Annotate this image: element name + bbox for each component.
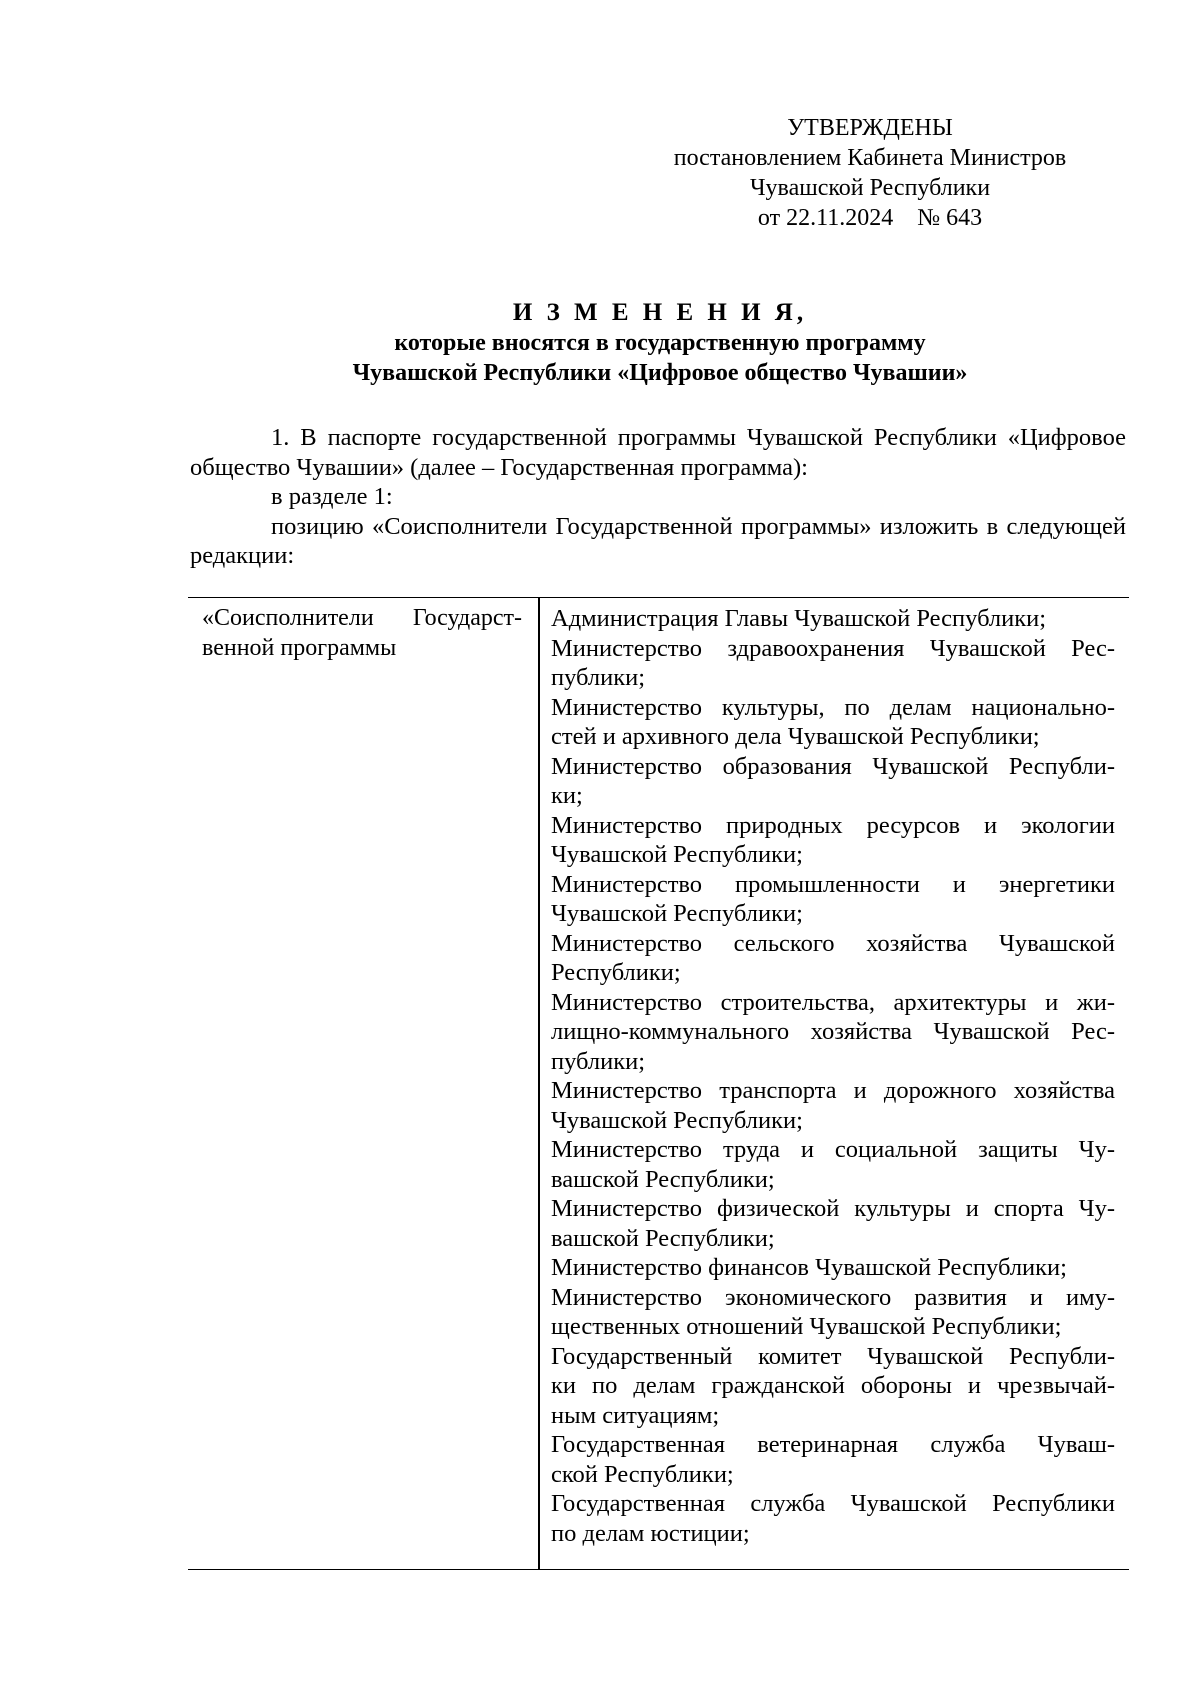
co-executor-line: Министерство физической культуры и спорта Чу- xyxy=(551,1195,1115,1222)
document-body xyxy=(190,423,1126,571)
approval-region: Чувашской Республики xyxy=(749,175,991,201)
co-executor-line: Чувашской Республики; xyxy=(551,900,803,927)
table-column-divider xyxy=(538,598,540,1569)
co-executor-line: Министерство экономического развития и иму- xyxy=(551,1283,1115,1311)
co-executor-entry xyxy=(551,1194,1115,1253)
approval-heading: УТВЕРЖДЕНЫ xyxy=(787,115,953,141)
co-executor-line: вашской Республики; xyxy=(551,1165,775,1193)
co-executor-entry xyxy=(551,1076,1115,1135)
left-cell-line: «Соисполнители Государст- xyxy=(202,605,522,631)
co-executor-line: Государственная ветеринарная служба Чуваш- xyxy=(551,1431,1115,1458)
co-executor-line: Чувашской Республики; xyxy=(551,1106,803,1134)
co-executor-line: Министерство транспорта и дорожного хозяйства xyxy=(551,1077,1115,1104)
co-executor-entry xyxy=(551,604,1115,634)
co-executor-line: Министерство природных ресурсов и экологии xyxy=(551,811,1115,839)
paragraph-1: 1. В паспорте государственной программы Чувашской Республики «Цифровое общество Чувашии» (далее – Государственная программа): xyxy=(190,424,1126,481)
co-executor-line: Министерство культуры, по делам национально- xyxy=(551,693,1115,721)
co-executor-line: Чувашской Республики; xyxy=(551,841,803,868)
approval-date-number: от 22.11.2024 № 643 xyxy=(757,205,983,231)
table-right-cell xyxy=(551,604,1115,1548)
co-executor-line: по делам юстиции; xyxy=(551,1519,750,1547)
co-executor-line: ным ситуациям; xyxy=(551,1401,720,1429)
co-executor-entry xyxy=(551,1283,1115,1342)
co-executor-entry xyxy=(551,811,1115,870)
co-executor-entry xyxy=(551,1135,1115,1194)
co-executor-entry xyxy=(551,693,1115,752)
co-executor-entry xyxy=(551,1430,1115,1489)
co-executor-line: Министерство строительства, архитектуры и жи- xyxy=(551,988,1115,1016)
approval-stamp xyxy=(620,113,1120,233)
co-executor-line: ки; xyxy=(551,782,583,809)
co-executor-entry xyxy=(551,634,1115,693)
co-executor-line: Министерство сельского хозяйства Чувашской xyxy=(551,929,1115,957)
co-executor-line: ской Республики; xyxy=(551,1460,734,1488)
co-executor-entry xyxy=(551,988,1115,1077)
paragraph-2: в разделе 1: xyxy=(271,483,393,510)
co-executor-entry xyxy=(551,1489,1115,1548)
co-executor-entry xyxy=(551,870,1115,929)
title-subtitle-line2: Чувашской Республики «Цифровое общество Чувашии» xyxy=(352,360,968,386)
co-executor-line: Республики; xyxy=(551,959,681,986)
co-executor-line: Министерство образования Чувашской Республи- xyxy=(551,752,1115,780)
co-executor-line: Министерство промышленности и энергетики xyxy=(551,870,1115,898)
co-executor-line: публики; xyxy=(551,1047,646,1075)
co-executor-line: щественных отношений Чувашской Республики; xyxy=(551,1313,1062,1340)
document-title xyxy=(190,298,1130,388)
title-main: И З М Е Н Е Н И Я, xyxy=(512,299,808,326)
co-executor-line: Государственная служба Чувашской Республики xyxy=(551,1490,1115,1517)
title-subtitle-line1: которые вносятся в государственную программу xyxy=(394,330,926,356)
co-executor-line: вашской Республики; xyxy=(551,1224,775,1252)
co-executor-line: Министерство труда и социальной защиты Чу- xyxy=(551,1136,1115,1163)
co-executor-line: Министерство финансов Чувашской Республики; xyxy=(551,1254,1067,1281)
table-left-cell xyxy=(202,604,522,663)
co-executor-line: публики; xyxy=(551,664,646,691)
approval-authority: постановлением Кабинета Министров xyxy=(673,145,1067,171)
co-executor-line: лищно-коммунального хозяйства Чувашской Рес- xyxy=(551,1018,1115,1045)
co-executors-table xyxy=(188,597,1129,1570)
co-executor-line: Государственный комитет Чувашской Республи- xyxy=(551,1342,1115,1370)
co-executor-line: Администрация Главы Чувашской Республики; xyxy=(551,605,1047,632)
paragraph-3: позицию «Соисполнители Государственной программы» изложить в следующей редакции: xyxy=(190,512,1126,569)
co-executor-line: Министерство здравоохранения Чувашской Рес- xyxy=(551,634,1115,662)
co-executor-entry xyxy=(551,1253,1115,1283)
co-executor-line: стей и архивного дела Чувашской Республики; xyxy=(551,723,1040,750)
left-cell-line: венной программы xyxy=(202,634,397,661)
co-executor-entry xyxy=(551,1342,1115,1431)
co-executor-entry xyxy=(551,752,1115,811)
co-executor-line: ки по делам гражданской обороны и чрезвычай- xyxy=(551,1372,1115,1399)
co-executor-entry xyxy=(551,929,1115,988)
